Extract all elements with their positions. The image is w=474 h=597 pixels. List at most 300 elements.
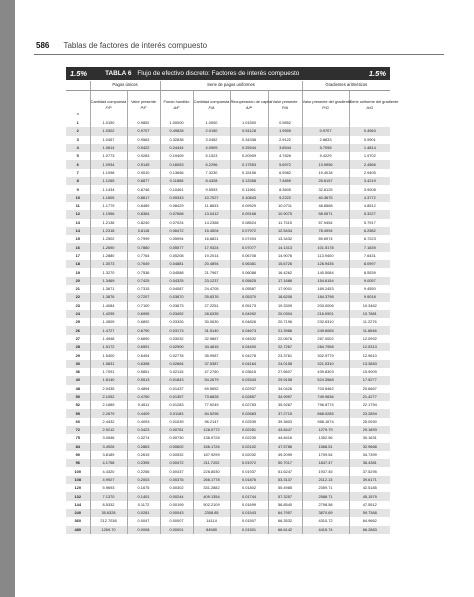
- period-cell: 15: [75, 236, 80, 242]
- factor-cell: 0.5513: [127, 376, 160, 384]
- period-cell: 480: [66, 526, 90, 534]
- factor-cell: 0.02664: [160, 360, 193, 368]
- factor-cell: 35.6328: [90, 509, 127, 517]
- factor-cell: 0.6995: [127, 310, 160, 318]
- factor-cell: 1.9702: [349, 152, 390, 160]
- factor-cell: 5.3227: [349, 210, 390, 218]
- factor-cell: 0.8746: [127, 185, 160, 193]
- factor-cell: 0.03343: [230, 376, 268, 384]
- factor-cell: 29.1893: [349, 426, 390, 434]
- factor-cell: 21.3986: [268, 326, 302, 334]
- period-cell: 16: [66, 243, 90, 251]
- factor-cell: 3870.69: [302, 509, 349, 517]
- factor-cell: 10.9075: [268, 210, 302, 218]
- factor-cell: 409.1354: [193, 492, 230, 500]
- table-row: [66, 160, 390, 168]
- factor-cell: 1.8140: [90, 376, 127, 384]
- factor-cell: 1.2136: [90, 219, 127, 227]
- factor-cell: 2.2679: [90, 409, 127, 417]
- factor-cell: 1.0457: [90, 136, 127, 144]
- factor-cell: 2588.71: [302, 492, 349, 500]
- factor-cell: 0.32838: [160, 136, 193, 144]
- factor-cell: 0.04588: [160, 268, 193, 276]
- factor-cell: 0.4894: [127, 385, 160, 393]
- column-header-label: Recuperación de capital: [230, 98, 273, 104]
- table-row: [66, 467, 390, 475]
- factor-cell: 50.7017: [268, 459, 302, 467]
- factor-cell: 0.00602: [160, 443, 193, 451]
- factor-cell: 1.3876: [90, 293, 127, 301]
- period-cell: 96: [66, 459, 90, 467]
- table-row: [66, 185, 390, 193]
- factor-cell: 10.0711: [268, 202, 302, 210]
- column-header: [302, 91, 352, 120]
- table-row: [66, 509, 390, 517]
- factor-cell: 0.01699: [230, 501, 268, 509]
- factor-cell: 0.11961: [230, 185, 268, 193]
- factor-cell: 1.3270: [90, 268, 127, 276]
- group-header-single-payments: Pagos únicos: [90, 81, 160, 91]
- factor-cell: 9.2222: [268, 194, 302, 202]
- factor-cell: 0.00244: [160, 492, 193, 500]
- factor-cell: 4.0909: [193, 144, 230, 152]
- factor-cell: 23.1237: [193, 277, 230, 285]
- factor-cell: 30.1631: [349, 434, 390, 442]
- factor-cell: 16.6821: [193, 235, 230, 243]
- factor-cell: 1.0150: [90, 119, 127, 127]
- factor-cell: 1.9559: [268, 127, 302, 135]
- factor-cell: 0.04325: [160, 277, 193, 285]
- factor-cell: 524.3568: [302, 376, 349, 384]
- column-header-label: Serie uniforme del gradiente: [349, 98, 399, 104]
- factor-cell: 0.2395: [127, 459, 160, 467]
- factor-cell: 78.4994: [302, 227, 349, 235]
- factor-cell: 13.0412: [193, 210, 230, 218]
- factor-cell: 17.9324: [193, 243, 230, 251]
- factor-cell: 868.0285: [302, 409, 349, 417]
- factor-cell: 0.02539: [230, 418, 268, 426]
- period-cell: 12: [66, 210, 90, 218]
- factor-cell: 0.34338: [230, 136, 268, 144]
- factor-cell: 57.3257: [268, 492, 302, 500]
- factor-cell: 0.4093: [127, 418, 160, 426]
- factor-cell: 0.03492: [160, 310, 193, 318]
- table-row: [66, 393, 390, 401]
- factor-cell: 11.6646: [349, 326, 390, 334]
- factor-cell: 3.4219: [349, 177, 390, 185]
- factor-cell: 1269.70: [90, 526, 127, 534]
- factor-cell: 1847.47: [302, 459, 349, 467]
- period-cell: 5: [76, 153, 79, 159]
- factor-cell: 6.5982: [268, 169, 302, 177]
- factor-cell: 3.4926: [90, 443, 127, 451]
- factor-cell: 0.00437: [160, 467, 193, 475]
- factor-cell: 0.25944: [230, 144, 268, 152]
- factor-cell: 1709.54: [302, 451, 349, 459]
- factor-cell: 1.1956: [90, 210, 127, 218]
- factor-cell: 0.08524: [230, 219, 268, 227]
- factor-cell: 0.9707: [127, 127, 160, 135]
- factor-cell: 8.5539: [349, 268, 390, 276]
- factor-cell: 35.9987: [193, 351, 230, 359]
- factor-cell: 24.4705: [193, 285, 230, 293]
- factor-cell: 0.01744: [230, 492, 268, 500]
- factor-cell: 0.01543: [230, 509, 268, 517]
- factor-cell: 34.4815: [193, 343, 230, 351]
- factor-cell: 0.4409: [127, 409, 160, 417]
- factor-cell: 0.00001: [160, 526, 193, 534]
- page-number: 586: [36, 41, 50, 50]
- period-cell: 72: [66, 426, 90, 434]
- factor-cell: 0.02032: [230, 451, 268, 459]
- factor-cell: 27.2251: [193, 302, 230, 310]
- factor-cell: 14.9076: [268, 252, 302, 260]
- table-row: [66, 501, 390, 509]
- table-row: [66, 360, 390, 368]
- factor-cell: 0.0281: [127, 509, 160, 517]
- factor-cell: 0.03326: [160, 318, 193, 326]
- table-row: [66, 210, 390, 218]
- factor-cell: 32.9867: [193, 335, 230, 343]
- factor-cell: 10.3462: [349, 302, 390, 310]
- column-header-label: Valor presente: [130, 98, 156, 104]
- factor-cell: 8.5332: [90, 501, 127, 509]
- factor-cell: 1.01500: [230, 119, 268, 127]
- factor-cell: 5.7098: [302, 144, 349, 152]
- factor-cell: 27.6607: [268, 368, 302, 376]
- page-gutter: [0, 0, 15, 597]
- factor-cell: 39.6171: [349, 476, 390, 484]
- table-row: [66, 285, 390, 293]
- table-row: [66, 418, 390, 426]
- factor-cell: 0.07668: [160, 210, 193, 218]
- table-row: [66, 219, 390, 227]
- factor-cell: 0.6892: [127, 318, 160, 326]
- factor-cell: 23.2894: [349, 409, 390, 417]
- period-cell: 20: [66, 277, 90, 285]
- factor-cell: 0.05208: [160, 252, 193, 260]
- factor-cell: 7.6431: [349, 252, 390, 260]
- period-cell: 100: [74, 468, 81, 474]
- factor-cell: 9.4229: [302, 152, 349, 160]
- factor-cell: 69.5652: [193, 385, 230, 393]
- factor-cell: 3.0546: [90, 434, 127, 442]
- table-row: [66, 326, 390, 334]
- factor-cell: 17.5277: [349, 376, 390, 384]
- period-cell: 19: [75, 269, 80, 275]
- table-row: [66, 434, 390, 442]
- factor-cell: 1.4814: [349, 144, 390, 152]
- factor-cell: 0.04164: [230, 360, 268, 368]
- factor-cell: 84580: [193, 526, 230, 534]
- factor-cell: 0.04278: [230, 351, 268, 359]
- factor-cell: 0.01039: [160, 418, 193, 426]
- factor-cell: 37.2715: [268, 409, 302, 417]
- factor-cell: 10.7881: [349, 310, 390, 318]
- factor-cell: 169.2453: [302, 285, 349, 293]
- column-header: [66, 91, 90, 120]
- factor-cell: 0.06088: [230, 268, 268, 276]
- factor-cell: 0.49628: [160, 127, 193, 135]
- factor-cell: 0.01972: [230, 459, 268, 467]
- factor-cell: 7.1839: [349, 243, 390, 251]
- factor-cell: 3.8189: [90, 451, 127, 459]
- factor-cell: 47.5512: [349, 501, 390, 509]
- period-cell: 132: [66, 492, 90, 500]
- factor-cell: 0.51128: [230, 127, 268, 135]
- period-cell: 30: [66, 360, 90, 368]
- factor-cell: 11.8633: [193, 202, 230, 210]
- column-header-formula: A/G: [366, 104, 374, 110]
- factor-cell: 502.2109: [193, 501, 230, 509]
- factor-cell: 0.6494: [127, 351, 160, 359]
- factor-cell: 1.0773: [90, 152, 127, 160]
- factor-cell: 0.02230: [230, 434, 268, 442]
- factor-cell: 212.7038: [90, 517, 127, 525]
- period-cell: 1: [76, 120, 79, 126]
- factor-cell: 0.10461: [160, 185, 193, 193]
- factor-cell: 2.9122: [268, 136, 302, 144]
- factor-cell: 0.8617: [127, 194, 160, 202]
- factor-cell: 14114: [193, 517, 230, 525]
- factor-cell: 77.9249: [193, 401, 230, 409]
- factor-cell: 2.1052: [90, 393, 127, 401]
- factor-cell: 0.7315: [127, 285, 160, 293]
- factor-cell: 0.05994: [160, 235, 193, 243]
- period-cell: 13: [75, 219, 80, 225]
- factor-cell: 20.4894: [193, 260, 230, 268]
- factor-cell: 1.1265: [90, 177, 127, 185]
- factor-cell: 0.19409: [160, 152, 193, 160]
- factor-cell: 749.9636: [302, 393, 349, 401]
- group-header-arithmetic-gradients: Gradientes aritméticos: [302, 81, 390, 91]
- factor-cell: 8.3605: [268, 185, 302, 193]
- factor-cell: 1568.51: [302, 443, 349, 451]
- factor-cell: 15.4504: [193, 227, 230, 235]
- column-header-formula: P/F: [140, 104, 147, 110]
- factor-cell: 0.16053: [160, 160, 193, 168]
- factor-cell: 0.7764: [127, 252, 160, 260]
- factor-cell: 0.9563: [127, 136, 160, 144]
- table-row: [66, 144, 390, 152]
- factor-cell: 796.8774: [302, 401, 349, 409]
- factor-cell: 35.9287: [268, 401, 302, 409]
- factor-cell: 2.4566: [349, 160, 390, 168]
- factor-cell: 4.3772: [349, 194, 390, 202]
- factor-cell: 1.3073: [90, 260, 127, 268]
- factor-cell: 40.3675: [302, 194, 349, 202]
- factor-cell: 0.0008: [127, 526, 160, 534]
- factor-cell: 0.0047: [127, 517, 160, 525]
- factor-cell: 10.7027: [193, 194, 230, 202]
- factor-cell: 0.00007: [160, 517, 193, 525]
- factor-cell: 0.2863: [127, 443, 160, 451]
- factor-cell: 0.6690: [127, 335, 160, 343]
- factor-cell: 0.06708: [230, 252, 268, 260]
- factor-cell: 54.2679: [193, 376, 230, 384]
- factor-cell: 0.4750: [127, 393, 160, 401]
- table-row: [66, 492, 390, 500]
- factor-cell: 0.7425: [127, 277, 160, 285]
- factor-cell: 4.4320: [90, 467, 127, 475]
- factor-cell: 0.1675: [127, 484, 160, 492]
- interest-rate-right: 1.5%: [368, 69, 386, 78]
- factor-cell: 0.04400: [230, 343, 268, 351]
- factor-cell: 67.9454: [302, 219, 349, 227]
- column-header-formula: F/A: [208, 104, 215, 110]
- factor-cell: 0.00043: [160, 509, 193, 517]
- period-cell: 55: [66, 409, 90, 417]
- factor-cell: 0.8364: [127, 210, 160, 218]
- period-cell: 90: [75, 452, 80, 458]
- factor-cell: 0.02683: [230, 409, 268, 417]
- factor-cell: 15.6726: [268, 260, 302, 268]
- factor-cell: 0.02783: [230, 401, 268, 409]
- factor-cell: 1.5172: [90, 343, 127, 351]
- factor-cell: 43.8447: [268, 426, 302, 434]
- factor-cell: 11.2276: [349, 318, 390, 326]
- factor-cell: 25.6157: [302, 177, 349, 185]
- factor-cell: 0.00472: [160, 459, 193, 467]
- factor-cell: 0.7649: [127, 260, 160, 268]
- factor-cell: 154.6154: [302, 277, 349, 285]
- factor-cell: 89.6974: [302, 235, 349, 243]
- factor-cell: 1.1098: [90, 169, 127, 177]
- factor-cell: 2.4432: [90, 418, 127, 426]
- column-header-formula: F/P: [105, 104, 112, 110]
- factor-cell: 18.6208: [268, 293, 302, 301]
- factor-cell: 166.1726: [193, 443, 230, 451]
- factor-cell: 4.7826: [268, 152, 302, 160]
- factor-cell: 0.20909: [230, 152, 268, 160]
- period-cell: 21: [75, 286, 80, 292]
- factor-cell: 8.0997: [349, 260, 390, 268]
- period-cell: 40: [66, 376, 90, 384]
- factor-cell: 5.6972: [268, 160, 302, 168]
- factor-cell: 0.9852: [268, 119, 302, 127]
- factor-cell: 25.0930: [349, 418, 390, 426]
- factor-cell: 0.07077: [230, 243, 268, 251]
- factor-cell: 17.9001: [268, 285, 302, 293]
- factor-cell: 0.00781: [160, 426, 193, 434]
- factor-cell: 31.5140: [193, 326, 230, 334]
- factor-cell: 0.04992: [230, 310, 268, 318]
- period-cell: 23: [75, 302, 80, 308]
- period-cell: 108: [66, 476, 90, 484]
- factor-cell: 4415.74: [302, 526, 349, 534]
- period-cell: 36: [75, 369, 80, 375]
- factor-cell: 128.0772: [193, 426, 230, 434]
- table-row: [66, 335, 390, 343]
- table-row: [66, 484, 390, 492]
- factor-cell: 0.05825: [230, 277, 268, 285]
- factor-cell: 200.0006: [302, 302, 349, 310]
- factor-cell: 0.6398: [127, 360, 160, 368]
- factor-cell: 48.8568: [302, 202, 349, 210]
- factor-cell: 0.04826: [230, 318, 268, 326]
- factor-cell: 0.9283: [127, 152, 160, 160]
- factor-cell: 64.9662: [349, 517, 390, 525]
- factor-cell: 19.3309: [268, 302, 302, 310]
- factor-cell: 58.0571: [302, 210, 349, 218]
- factor-cell: 249.6065: [302, 326, 349, 334]
- period-cell: 18: [66, 260, 90, 268]
- factor-cell: 0.09343: [160, 194, 193, 202]
- table-row: [66, 243, 390, 251]
- factor-cell: 37.5295: [349, 467, 390, 475]
- factor-cell: 302.9779: [302, 351, 349, 359]
- factor-cell: 8.4328: [193, 177, 230, 185]
- factor-cell: 66.3532: [268, 517, 302, 525]
- factor-cell: 2.0150: [193, 127, 230, 135]
- factor-cell: 0.09168: [230, 210, 268, 218]
- period-cell: 60: [75, 418, 80, 424]
- table-row: [66, 517, 390, 525]
- period-cell: 144: [74, 501, 81, 507]
- factor-cell: 0.01283: [160, 401, 193, 409]
- column-header: [193, 91, 230, 120]
- table-row: [66, 202, 390, 210]
- column-header: [349, 91, 399, 120]
- factor-cell: 4.8512: [349, 202, 390, 210]
- table-subtitle: Flujo de efectivo discreto: Factores de interés compuesto: [137, 70, 300, 77]
- column-header: [230, 91, 273, 120]
- table-row: [66, 318, 390, 326]
- factor-cell: 9.4550: [349, 285, 390, 293]
- factor-cell: 0.24444: [160, 144, 193, 152]
- period-cell: 10: [66, 194, 90, 202]
- factor-cell: 216.0901: [302, 310, 349, 318]
- factor-cell: [302, 119, 349, 127]
- factor-cell: 66.6142: [268, 526, 302, 534]
- factor-cell: 51.6247: [268, 467, 302, 475]
- factor-cell: 331.2882: [193, 484, 230, 492]
- factor-cell: 0.3423: [127, 426, 160, 434]
- factor-cell: 232.6310: [302, 318, 349, 326]
- factor-cell: 1.0934: [90, 160, 127, 168]
- factor-cell: 703.5462: [302, 385, 349, 393]
- factor-cell: 0.6790: [127, 326, 160, 334]
- factor-cell: 0.15156: [230, 169, 268, 177]
- period-cell: 360: [74, 518, 81, 524]
- group-header-uniform-series: Serie de pagos uniformes: [160, 81, 302, 91]
- factor-cell: 17.1686: [268, 277, 302, 285]
- table-row: [66, 252, 390, 260]
- table-row: [66, 451, 390, 459]
- column-header-formula: P/G: [322, 104, 329, 110]
- factor-cell: 0.8240: [127, 219, 160, 227]
- factor-cell: 30.0630: [193, 318, 230, 326]
- table-label: TABLA 6: [105, 70, 132, 77]
- factor-cell: 14.1313: [268, 243, 302, 251]
- factor-cell: 25.8376: [193, 293, 230, 301]
- factor-cell: 1.4084: [90, 302, 127, 310]
- factor-cell: 1.4727: [90, 326, 127, 334]
- table-row: [66, 376, 390, 384]
- factor-cell: 1.2690: [90, 243, 127, 251]
- factor-cell: 1937.45: [302, 467, 349, 475]
- factor-cell: 0.7999: [127, 235, 160, 243]
- factor-cell: 0.2256: [127, 467, 160, 475]
- factor-cell: 64.7957: [268, 509, 302, 517]
- column-header: [127, 91, 160, 120]
- factor-cell: 266.1778: [193, 476, 230, 484]
- table-row: [66, 260, 390, 268]
- period-cell: 14: [66, 227, 90, 235]
- factor-cell: 0.05587: [230, 285, 268, 293]
- table-row: [66, 169, 390, 177]
- factor-cell: 36.4381: [349, 459, 390, 467]
